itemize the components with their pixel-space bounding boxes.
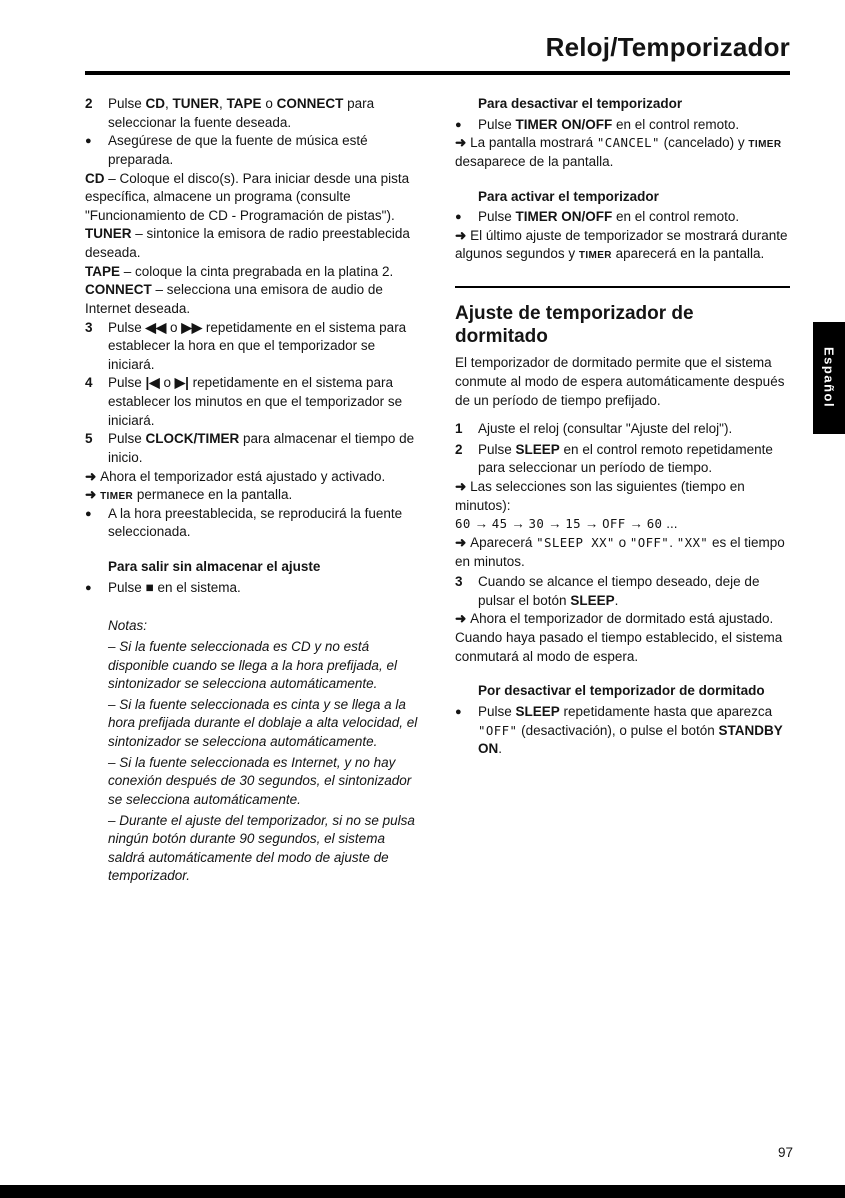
note-item: – Si la fuente seleccionada es cinta y se llega a la hora prefijada durante el doblaje a alta velocidad, el sintonizador se selecciona automáticamente. — [108, 696, 418, 749]
sleep-off-text: Pulse SLEEP repetidamente hasta que aparezca "OFF" (desactivación), o pulse el botón STANDBY ON. — [478, 703, 783, 757]
step-2-number: 2 — [85, 96, 93, 111]
sleep-step-1-number: 1 — [455, 421, 463, 437]
sleep-timer-intro: El temporizador de dormitado permite que el sistema conmute al modo de espera automáticamente después de un período de tiempo prefijado. — [455, 355, 785, 408]
bullet-preset-text: A la hora preestablecida, se reproducirá la fuente seleccionada. — [108, 505, 403, 540]
step-4-text: Pulse |◀ o ▶| repetidamente en el sistema para establecer los minutos en que el temporizador se iniciará. — [108, 375, 403, 428]
sleep-step-3 — [455, 573, 790, 610]
deactivate-timer-heading: Para desactivar el temporizador — [478, 96, 683, 111]
step-3-number: 3 — [85, 319, 93, 335]
tape-description: TAPE – coloque la cinta pregrabada en la platina 2. — [85, 263, 394, 279]
page-header — [85, 32, 790, 75]
sleep-step-3-text: Cuando se alcance el tiempo deseado, deje de pulsar el botón SLEEP. — [478, 574, 760, 608]
sleep-step-2-text: Pulse SLEEP en el control remoto repetidamente para seleccionar un período de tiempo. — [478, 441, 773, 476]
sleep-step-2-result-1: ➜ Las selecciones son las siguientes (tiempo en minutos): — [455, 479, 745, 513]
note-item: – Si la fuente seleccionada es CD y no está disponible cuando se llega a la hora prefijada, el sintonizador se selecciona automáticamente. — [108, 638, 397, 692]
step-3-text: Pulse ◀◀ o ▶▶ repetidamente en el sistema para establecer la hora en que el temporizador se iniciará. — [108, 319, 407, 372]
deactivate-timer-result: ➜ La pantalla mostrará "CANCEL" (cancelado) y TIMER desaparece de la pantalla. — [455, 135, 782, 169]
left-column — [85, 95, 425, 888]
bullet-preset — [85, 505, 425, 542]
cd-description: CD – Coloque el disco(s). Para iniciar desde una pista específica, almacene un programa (consulte "Funcionamiento de CD - Programación de pistas"). — [85, 170, 410, 223]
connect-description: CONNECT – selecciona una emisora de audio de Internet deseada. — [85, 282, 383, 316]
sleep-step-2-result-2: ➜ Aparecerá "SLEEP XX" o "OFF". "XX" es el tiempo en minutos. — [455, 534, 785, 569]
note-item: – Si la fuente seleccionada es Internet, y no hay conexión después de 30 segundos, el sintonizador se selecciona automáticamente. — [108, 754, 412, 807]
step-5 — [85, 430, 425, 467]
bottom-bar — [0, 1185, 845, 1198]
sleep-step-2 — [455, 441, 790, 478]
activate-timer-bullet — [455, 208, 790, 227]
step-2 — [85, 95, 425, 132]
bullet-icon: ● — [85, 581, 92, 594]
language-tab-label: Español — [821, 347, 837, 409]
sleep-step-3-number: 3 — [455, 574, 463, 590]
notes-section — [108, 617, 425, 886]
tuner-description: TUNER – sintonice la emisora de radio preestablecida deseada. — [85, 226, 410, 260]
page-number: 97 — [777, 1145, 793, 1160]
exit-bullet-text: Pulse ■ en el sistema. — [108, 579, 241, 595]
sleep-step-2-number: 2 — [455, 441, 463, 457]
activate-timer-text: Pulse TIMER ON/OFF en el control remoto. — [478, 209, 740, 225]
step-4-number: 4 — [85, 375, 93, 391]
exit-bullet — [85, 579, 425, 598]
right-column — [455, 95, 790, 888]
step-5-text: Pulse CLOCK/TIMER para almacenar el tiempo de inicio. — [108, 431, 415, 465]
language-tab — [813, 322, 845, 434]
bullet-prepare-text: Asegúrese de que la fuente de música esté preparada. — [108, 133, 368, 167]
step-5-result-2: ➜ TIMER permanece en la pantalla. — [85, 487, 293, 503]
step-2-text: Pulse CD, TUNER, TAPE o CONNECT para seleccionar la fuente deseada. — [108, 96, 375, 130]
bullet-prepare — [85, 132, 425, 169]
bullet-icon: ● — [455, 118, 462, 131]
page-title: Reloj/Temporizador — [545, 32, 790, 62]
step-5-result-1: ➜ Ahora el temporizador está ajustado y activado. — [85, 468, 386, 484]
sleep-time-sequence: 60 → 45 → 30 → 15 → OFF → 60 ... — [455, 516, 678, 532]
sleep-step-3-result: ➜ Ahora el temporizador de dormitado está ajustado. Cuando haya pasado el tiempo establecido, el sistema conmutará al modo de espera. — [455, 611, 783, 664]
step-4 — [85, 374, 425, 430]
activate-timer-heading: Para activar el temporizador — [478, 188, 659, 204]
deactivate-timer-bullet — [455, 116, 790, 135]
exit-heading: Para salir sin almacenar el ajuste — [108, 559, 321, 574]
activate-timer-result: ➜ El último ajuste de temporizador se mostrará durante algunos segundos y TIMER aparecerá en la pantalla. — [455, 227, 788, 262]
section-divider — [455, 286, 790, 288]
sleep-off-bullet — [455, 703, 790, 759]
note-item: – Durante el ajuste del temporizador, si no se pulsa ningún botón durante 90 segundos, el sistema saldrá automáticamente del modo de ajuste de temporizador. — [108, 812, 415, 884]
notes-title: Notas: — [108, 618, 148, 634]
content-columns — [85, 95, 790, 888]
sleep-off-heading: Por desactivar el temporizador de dormitado — [478, 683, 765, 699]
step-3 — [85, 319, 425, 375]
step-5-number: 5 — [85, 431, 93, 447]
title-rule — [85, 71, 790, 75]
sleep-timer-title: Ajuste de temporizador de dormitado — [455, 303, 694, 348]
sleep-step-1-text: Ajuste el reloj (consultar "Ajuste del reloj"). — [478, 421, 733, 437]
deactivate-timer-text: Pulse TIMER ON/OFF en el control remoto. — [478, 116, 740, 132]
bullet-icon: ● — [85, 507, 92, 520]
bullet-icon: ● — [455, 211, 462, 224]
bullet-icon: ● — [455, 705, 462, 718]
sleep-step-1 — [455, 420, 790, 439]
bullet-icon: ● — [85, 135, 92, 148]
